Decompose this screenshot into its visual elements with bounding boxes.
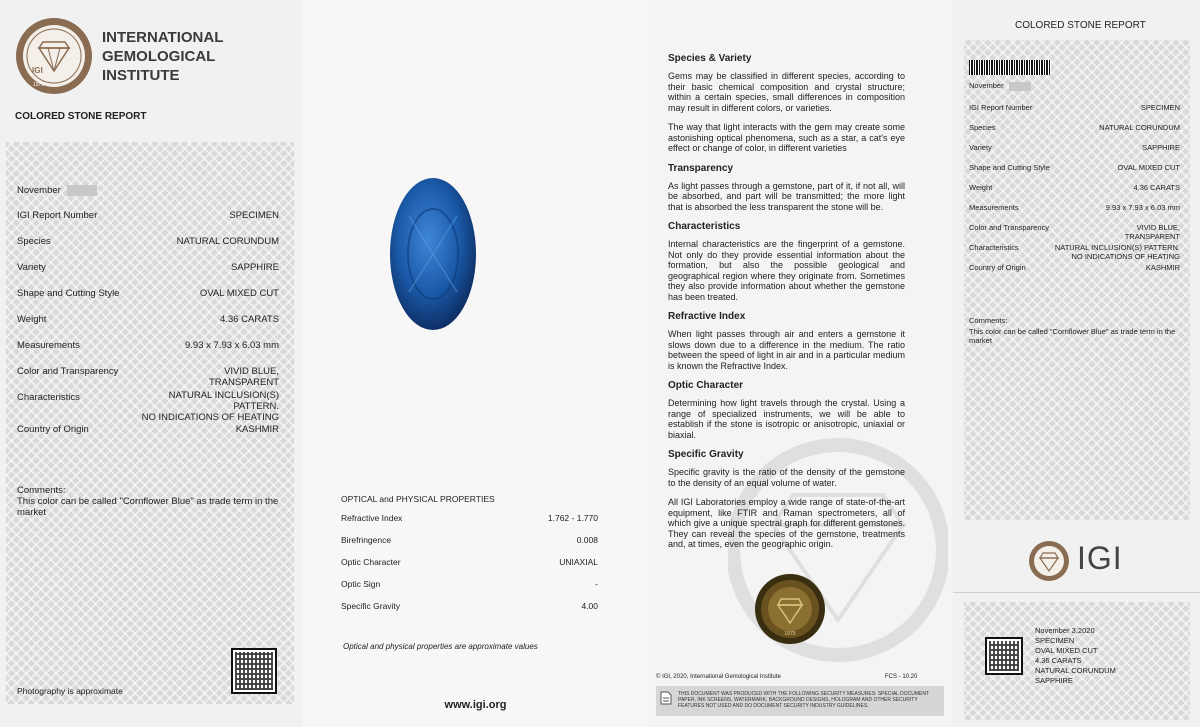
comments-label: Comments: [17,485,66,496]
property-label: Refractive Index [341,513,403,523]
photo-note: Photography is approximate [17,686,123,696]
copyright: © IGI, 2020, International Gemological Institute [656,674,781,680]
barcode-icon [969,60,1051,75]
field-label: Weight [969,183,993,192]
stub-shape: OVAL MIXED CUT [1035,646,1098,655]
field-label: Measurements [969,203,1019,212]
property-value: 0.008 [576,535,598,545]
right-comments-text: This color can be called "Cornflower Blue" as trade term in the market [969,327,1176,345]
property-value: 4.00 [581,601,598,611]
igi-logo-icon [1028,540,1070,582]
field-label: Characteristics [969,243,1019,252]
info-section [668,221,905,302]
field-value: KASHMIR [1145,263,1180,272]
field-value-line: VIVID BLUE, [1136,223,1180,232]
report-date [17,185,97,196]
field-label: Measurements [17,340,80,351]
stub-variety: SAPPHIRE [1035,676,1073,685]
field-label: Species [969,123,996,132]
redacted-date [1009,82,1031,91]
field-label: Color and Transparency [17,366,119,377]
field-value: NATURAL CORUNDUM [176,236,279,247]
field-value-line: VIVID BLUE, [224,366,279,377]
property-value: - [595,579,598,589]
stub-weight: 4.36 CARATS [1035,656,1082,665]
field-value [109,366,279,388]
right-report-date-label: November [969,81,1004,90]
field-value-line: PATTERN. [233,401,279,412]
field-value: SAPPHIRE [230,262,279,273]
field-value: OVAL MIXED CUT [199,288,279,299]
info-section-text: Specific gravity is the ratio of the density of the gemstone to the density of an equal volume of water. [668,467,905,488]
right-report-panel [953,0,1200,727]
seal-mark: IGI [32,66,43,75]
info-section-title: Species & Variety [668,53,752,64]
field-label: Country of Origin [969,263,1026,272]
institute-name-line3: INSTITUTE [102,67,180,84]
field-value: 4.36 CARATS [1133,183,1180,192]
report-date-label: November [17,185,61,197]
field-label: IGI Report Number [17,210,98,221]
info-section-text: All IGI Laboratories employ a wide range of state-of-the-art equipment, like FTIR and Raman spectrometers, all of which give a unique spectral graph for different gemstones. They can reveal the species of the gemstone, treatments and, at times, even the geographic origin. [668,497,905,549]
perforation-line [953,592,1200,593]
document-icon [660,691,672,705]
property-label: Birefringence [341,535,392,545]
institute-name-line1: INTERNATIONAL [102,29,224,46]
info-section [668,380,905,440]
field-value: SAPPHIRE [1142,143,1180,152]
qr-code-icon[interactable] [231,648,277,694]
info-section-title: Specific Gravity [668,449,744,460]
info-section [668,497,905,550]
info-section [668,163,905,213]
info-section-text: The way that light interacts with the gem may create some astonishing optical phenomena, such as a star, a cat's eye effect or change of color, in different varieties [668,122,905,153]
field-label: Variety [969,143,992,152]
info-section-text: When light passes through air and enters a gemstone it slows down due to a difference in the medium. The ratio between the speed of light in air and in a particular medium is known the Refractive Index. [668,329,905,371]
gold-seal-year: 1975 [784,631,796,637]
property-label: Optic Character [341,557,401,567]
igi-logo-text: IGI [1077,540,1123,576]
field-value: 4.36 CARATS [220,314,279,325]
field-label: Species [17,236,51,247]
properties-heading: OPTICAL and PHYSICAL PROPERTIES [341,494,495,504]
stub-qr-code-icon[interactable] [985,637,1023,675]
field-label: Color and Transparency [969,223,1050,232]
properties-panel [303,0,648,727]
field-value [1050,223,1180,241]
guilloche-background [964,40,1190,520]
comments-text: This color can be called "Cornflower Blue" as trade term in the market [17,496,279,518]
field-label: Shape and Cutting Style [969,163,1050,172]
field-value: SPECIMEN [1140,103,1180,112]
field-value: KASHMIR [235,424,279,435]
info-panel [648,0,953,727]
field-value-line: TRANSPARENT [1124,232,1180,241]
field-value-line: NATURAL INCLUSION(S) PATTERN. [1054,243,1180,252]
field-value-line: NO INDICATIONS OF HEATING [1071,252,1180,261]
property-value: UNIAXIAL [559,557,598,567]
field-value [1050,243,1180,261]
field-value: 9.93 x 7.93 x 6.03 mm [1105,203,1180,212]
property-label: Optic Sign [341,579,381,589]
gold-seal-icon [754,573,826,645]
website-link[interactable]: www.igi.org [444,699,507,711]
field-value-line: NO INDICATIONS OF HEATING [141,412,279,423]
info-section-text: Internal characteristics are the fingerprint of a gemstone. Not only do they provide essential information about the formation, but also the possible geological and geographical region where they originate from. Sometimes they also provide information about whether the gemstone has been treated. [668,239,905,302]
properties-note: Optical and physical properties are approximate values [343,642,538,651]
info-section-text: As light passes through a gemstone, part of it, if not all, will be absorbed, and part will be transmitted; the more light that is absorbed the less transparent the stone will be. [668,180,905,212]
right-report-date [969,81,1031,91]
info-section-title: Characteristics [668,221,741,232]
info-sections [668,53,905,559]
field-label: Shape and Cutting Style [17,288,120,299]
field-value: OVAL MIXED CUT [1117,163,1180,172]
field-value: SPECIMEN [229,210,279,221]
info-section [668,53,905,113]
info-section-title: Transparency [668,162,734,174]
info-section [668,311,905,371]
stub-species: NATURAL CORUNDUM [1035,666,1116,675]
institute-name [102,28,223,85]
info-section-title: Optic Character [668,380,744,391]
igi-seal-icon [14,16,94,96]
info-section-text: Determining how light travels through the crystal. Using a range of specialized instruments, we will be able to establish if the stone is isotropic or anisotropic, uniaxial or biaxial. [668,398,905,440]
redacted-date [67,185,97,196]
info-section [668,122,905,154]
seal-year: 1975 [33,82,45,88]
info-section-title: Refractive Index [668,311,746,322]
field-value-line: NATURAL INCLUSION(S) [168,390,279,401]
right-report-title: COLORED STONE REPORT [1015,20,1146,31]
left-report-panel [0,0,303,727]
stub-summary [1035,626,1116,686]
institute-name-line2: GEMOLOGICAL [102,48,216,65]
property-label: Specific Gravity [341,601,401,611]
security-note: THIS DOCUMENT WAS PRODUCED WITH THE FOLLOWING SECURITY MEASURES: SPECIAL DOCUMENT PAPER, INK SCREENS, WATERMARK, BACKGROUND DESIGNS, HOLOGRAM AND OTHER SECURITY FEATURES NOT USED AND DO DOCUMENT SECURITY INDUSTRY GUIDELINES. [678,691,929,709]
form-code: FCS - 10.20 [885,674,918,680]
info-section-text: Gems may be classified in different species, according to their basic chemical composition and crystal structure; within a certain species, small differences in composition may result in different colors, or varieties. [668,71,905,113]
field-label: Variety [17,262,46,273]
field-label: Characteristics [17,392,80,403]
field-value: 9.93 x 7.93 x 6.03 mm [185,340,279,351]
stub-date: November 3,2020 [1035,626,1095,635]
right-comments-label: Comments: [969,316,1008,325]
info-section [668,449,905,488]
field-label: IGI Report Number [969,103,1033,112]
field-value: NATURAL CORUNDUM [1099,123,1180,132]
guilloche-background [6,142,294,704]
field-value-line: TRANSPARENT [208,377,279,388]
gem-photo [389,176,477,332]
stub-report-number: SPECIMEN [1035,636,1075,645]
field-label: Country of Origin [17,424,89,435]
property-value: 1.762 - 1.770 [547,513,598,523]
field-value [109,390,279,423]
field-label: Weight [17,314,47,325]
report-title: COLORED STONE REPORT [15,111,147,122]
